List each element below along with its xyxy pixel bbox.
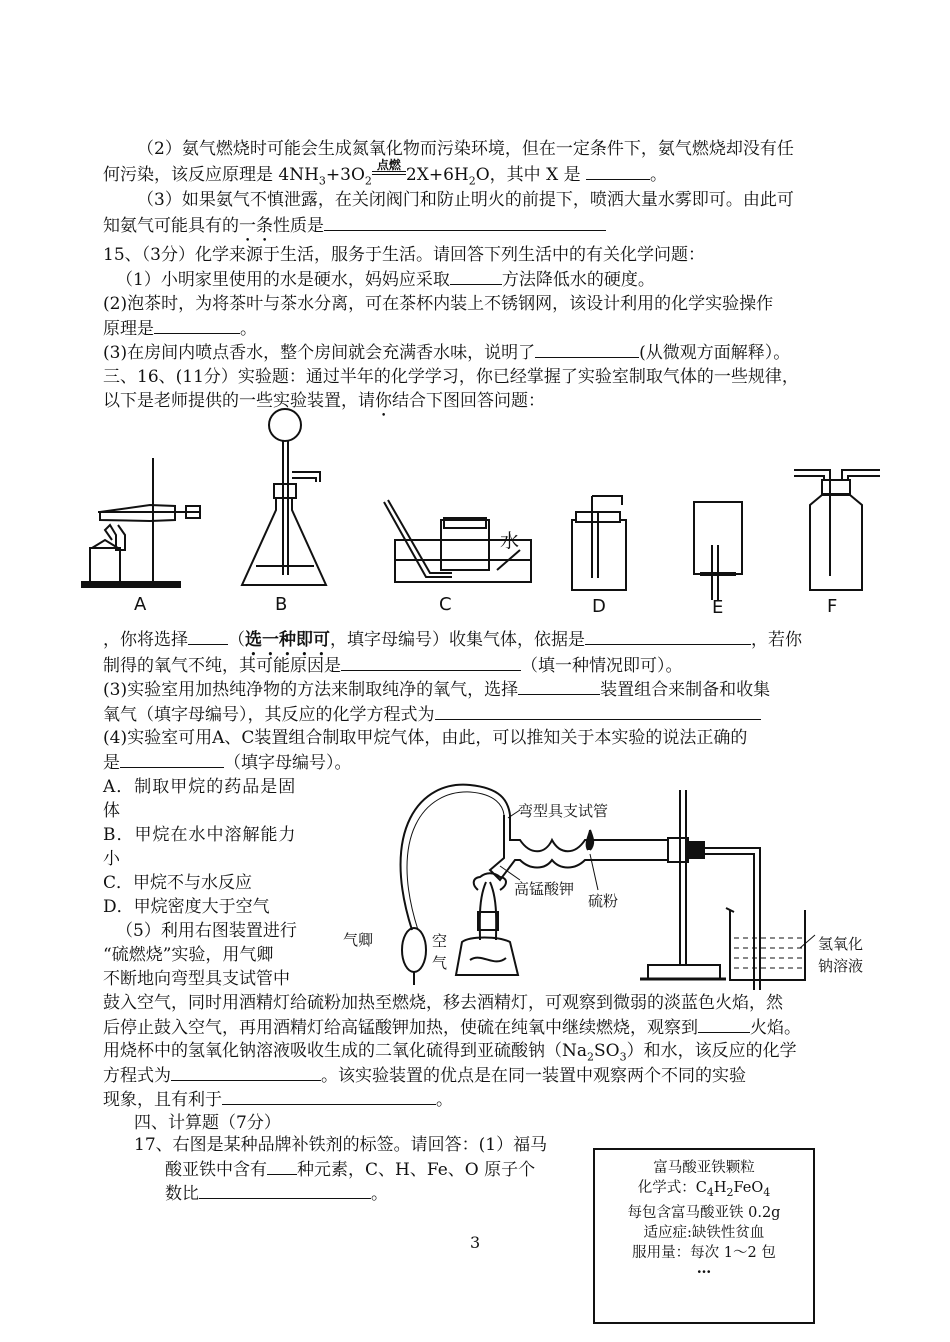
label-naoh-2: 钠溶液 — [818, 957, 864, 975]
text-line: 原理是 。 — [103, 319, 257, 339]
text-line: 制得的氧气不纯，其可能原因是 （填一种情况即可）。 — [103, 656, 683, 676]
apparatus-label-b: B — [275, 594, 288, 615]
text-line: 酸亚铁中含有 种元素，C、H、Fe、O 原子个 — [165, 1160, 536, 1180]
label-content: 每包含富马酸亚铁 0.2g — [627, 1204, 781, 1221]
blank-atom-ratio[interactable] — [199, 1182, 371, 1199]
text-line: 氧气（填字母编号），其反应的化学方程式为 — [103, 703, 761, 726]
text-line: 知氨气可能具有的一条性质是 — [103, 214, 606, 246]
label-indication: 适应症:缺铁性贫血 — [643, 1224, 765, 1241]
apparatus-label-c: C — [439, 594, 452, 615]
label-air-1: 空 — [432, 932, 448, 950]
apparatus-label-e: E — [712, 597, 724, 618]
label-naoh-1: 氢氧化 — [818, 935, 864, 953]
option-a-cont: 体 — [103, 801, 120, 821]
section-title: 四、计算题（7分） — [134, 1113, 281, 1133]
apparatus-label-d: D — [592, 596, 606, 617]
label-bulb: 气卿 — [343, 931, 374, 949]
page-number: 3 — [470, 1233, 481, 1252]
label-sulfur: 硫粉 — [588, 892, 619, 910]
text-line: 后停止鼓入空气，再用酒精灯给高锰酸钾加热，使硫在纯氧中继续燃烧，观察到 火焰。 — [103, 1018, 801, 1038]
option-b: B．甲烷在水中溶解能力 — [103, 825, 297, 845]
apparatus-label-a: A — [134, 594, 147, 615]
text-line: 鼓入空气，同时用酒精灯给硫粉加热至燃烧，移去酒精灯，可观察到微弱的淡蓝色火焰，然 — [103, 993, 783, 1013]
text-line: 何污染，该反应原理是 $4NH_3+3O_2$ 点燃 $2X+6H_2O$，其中 X 是 。 — [103, 163, 667, 192]
text-line: （5）利用右图装置进行 — [116, 921, 297, 941]
supplement-label — [593, 1148, 815, 1324]
blank-flame[interactable] — [698, 1016, 750, 1033]
text-line: 用烧杯中的氢氧化钠溶液吸收生成的二氧化硫得到亚硫酸钠$(Na_2SO_3)$和水，该反应的化学 — [103, 1041, 797, 1064]
text-line: 不断地向弯型具支试管中 — [103, 969, 290, 989]
label-air-2: 气 — [432, 954, 448, 972]
apparatus-label-f: F — [827, 596, 838, 617]
text-line: （1）小明家里使用的水是硬水，妈妈应采取 方法降低水的硬度。 — [116, 270, 655, 290]
text-line: 现象，且有利于 。 — [103, 1090, 453, 1110]
text-line: (4)实验室可用A、C装置组合制取甲烷气体，由此，可以推知关于本实验的说法正确的 — [103, 728, 748, 748]
text-line: （3）如果氨气不慎泄露，在关闭阀门和防止明火的前提下，喷洒大量水雾即可。由此可 — [137, 190, 794, 210]
option-b-cont: 小 — [103, 849, 120, 869]
label-kmno4: 高锰酸钾 — [514, 880, 575, 898]
reaction-condition: 点燃 — [376, 158, 401, 172]
option-a: A．制取甲烷的药品是固 — [103, 777, 297, 797]
label-bent-tube: 弯型具支试管 — [518, 802, 609, 820]
text-line: (2)泡茶时，为将茶叶与茶水分离，可在茶杯内装上不锈钢网，该设计利用的化学实验操作 — [103, 294, 774, 314]
question-15: 15、（3分）化学来源于生活，服务于生活。请回答下列生活中的有关化学问题： — [103, 245, 705, 265]
question-17: 17、右图是某种品牌补铁剂的标签。请回答：(1）福马 — [134, 1135, 548, 1155]
text-line: ，你将选择 （选一种即可，填字母编号）收集气体，依据是 ，若你 — [103, 630, 802, 650]
text-line: （2）氨气燃烧时可能会生成氮氧化物而污染环境，但在一定条件下，氨气燃烧却没有任 — [137, 139, 794, 159]
option-d: D．甲烷密度大于空气 — [103, 897, 270, 917]
text-line: 是 （填字母编号）。 — [103, 753, 352, 773]
label-more: … — [696, 1259, 712, 1277]
text-line: (3)在房间内喷点香水，整个房间就会充满香水味，说明了 (从微观方面解释）。 — [103, 343, 791, 363]
label-title: 富马酸亚铁颗粒 — [653, 1160, 755, 1176]
text-line: 以下是老师提供的一些实验装置，请你结合下图回答问题： — [103, 391, 545, 411]
question-16: 三、16、(11分）实验题：通过半年的化学学习，你已经掌握了实验室制取气体的一些规律， — [103, 367, 799, 387]
blank-so2-equation[interactable] — [171, 1064, 321, 1081]
water-label: 水 — [500, 530, 520, 552]
text-line: “硫燃烧”实验，用气卿 — [103, 945, 274, 965]
label-dosage: 服用量：每次 1～2 包 — [632, 1244, 776, 1261]
blank-elements[interactable] — [267, 1158, 297, 1175]
blank-advantage[interactable] — [222, 1088, 436, 1105]
text-line: 数比 。 — [165, 1184, 388, 1204]
text-line: (3)实验室用加热纯净物的方法来制取纯净的氧气，选择 装置组合来制备和收集 — [103, 680, 771, 700]
label-formula: 化学式：$C_4H_2FeO_4$ — [637, 1180, 771, 1199]
option-c: C．甲烷不与水反应 — [103, 873, 253, 893]
text-line: 方程式为 。该实验装置的优点是在同一装置中观察两个不同的实验 — [103, 1066, 746, 1086]
